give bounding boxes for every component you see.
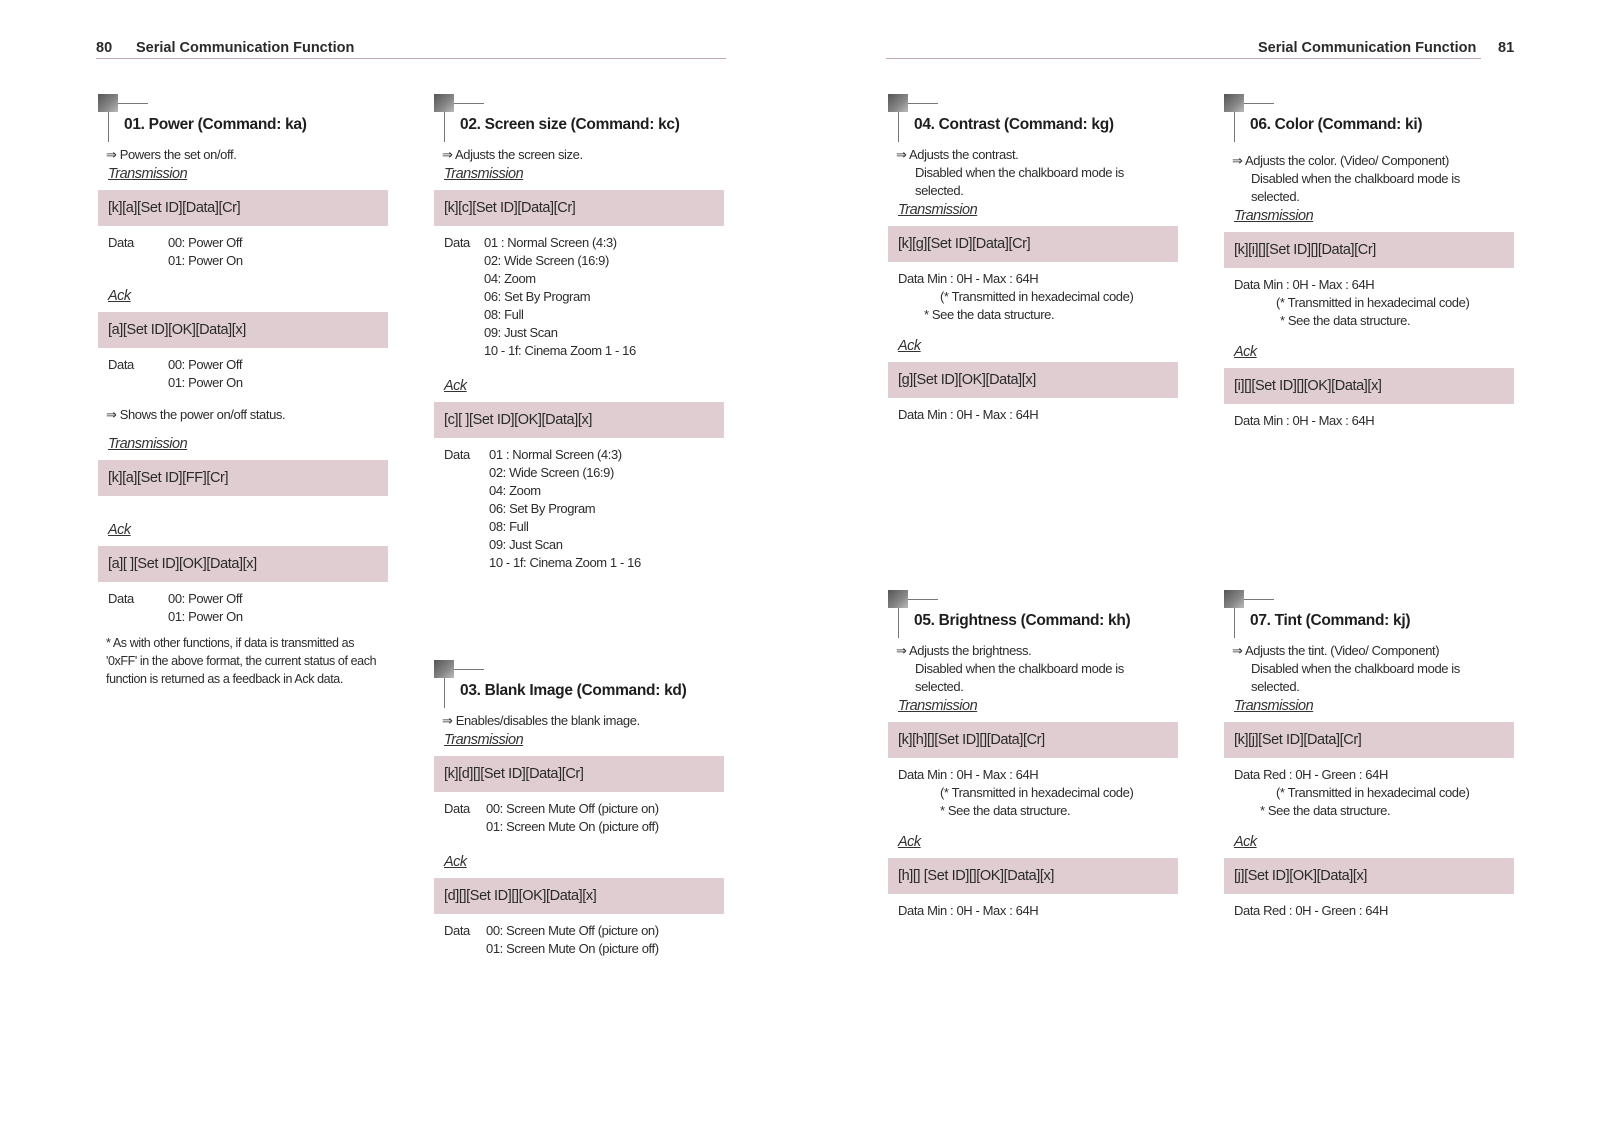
section-power bbox=[98, 94, 388, 688]
transmission-label: Transmission bbox=[444, 166, 524, 182]
left-running-title: Serial Communication Function bbox=[136, 40, 355, 56]
transmission-label: Transmission bbox=[1234, 698, 1314, 714]
section-heading bbox=[98, 94, 388, 142]
ack-label: Ack bbox=[898, 338, 921, 354]
description: ⇒ Adjusts the brightness. Disabled when the chalkboard mode is selected. bbox=[896, 643, 1124, 694]
footnote: * As with other functions, if data is transmitted as '0xFF' in the above format, the current status of each function is returned as a feedback in Ack data. bbox=[106, 636, 377, 686]
data-note: * See the data structure. bbox=[924, 307, 1055, 322]
section-tint bbox=[1224, 590, 1514, 920]
description: ⇒ Powers the set on/off. bbox=[106, 147, 237, 162]
data-values bbox=[444, 234, 724, 360]
transmission-label: Transmission bbox=[444, 732, 524, 748]
ack-data-range: Data Red : 0H - Green : 64H bbox=[1234, 903, 1388, 918]
ack-command: [d][][Set ID][][OK][Data][x] bbox=[434, 878, 724, 914]
data-value: 01 : Normal Screen (4:3) bbox=[484, 235, 617, 250]
data-note: (* Transmitted in hexadecimal code) bbox=[1276, 785, 1470, 800]
ack-command: [a][ ][Set ID][OK][Data][x] bbox=[98, 546, 388, 582]
section-heading bbox=[888, 590, 1178, 638]
transmission-command: [k][j][Set ID][Data][Cr] bbox=[1224, 722, 1514, 758]
data-value: 10 - 1f: Cinema Zoom 1 - 16 bbox=[484, 343, 636, 358]
data-value: 00: Screen Mute Off (picture on) bbox=[486, 923, 659, 938]
section-title: 07. Tint (Command: kj) bbox=[1250, 612, 1411, 629]
description: ⇒ Adjusts the contrast. Disabled when the chalkboard mode is selected. bbox=[896, 147, 1124, 198]
section-brightness bbox=[888, 590, 1178, 920]
data-value: 09: Just Scan bbox=[484, 325, 558, 340]
section-screen-size bbox=[434, 94, 724, 572]
data-value: 01 : Normal Screen (4:3) bbox=[489, 447, 622, 462]
data-value: 10 - 1f: Cinema Zoom 1 - 16 bbox=[489, 555, 641, 570]
section-contrast bbox=[888, 94, 1178, 424]
right-running-title: Serial Communication Function bbox=[1258, 40, 1477, 56]
description: ⇒ Adjusts the tint. (Video/ Component) Disabled when the chalkboard mode is selected. bbox=[1232, 643, 1460, 694]
section-color bbox=[1224, 94, 1514, 430]
section-marker-icon bbox=[434, 94, 454, 112]
description: ⇒ Shows the power on/off status. bbox=[106, 407, 286, 422]
data-note: (* Transmitted in hexadecimal code) bbox=[1276, 295, 1470, 310]
section-title: 01. Power (Command: ka) bbox=[124, 116, 307, 133]
section-title: 04. Contrast (Command: kg) bbox=[914, 116, 1114, 133]
transmission-command: [k][i][][Set ID][][Data][Cr] bbox=[1224, 232, 1514, 268]
data-key: Data bbox=[108, 357, 134, 372]
data-value: 08: Full bbox=[484, 307, 524, 322]
section-marker-icon bbox=[888, 590, 908, 608]
section-title: 03. Blank Image (Command: kd) bbox=[460, 682, 687, 699]
data-range: Data Red : 0H - Green : 64H bbox=[1234, 767, 1388, 782]
section-heading bbox=[1224, 94, 1514, 142]
data-value: 01: Screen Mute On (picture off) bbox=[486, 941, 659, 956]
right-page-number: 81 bbox=[1498, 40, 1515, 56]
data-values bbox=[108, 356, 388, 392]
ack-label: Ack bbox=[444, 378, 467, 394]
data-value: 08: Full bbox=[489, 519, 529, 534]
data-note: * See the data structure. bbox=[1260, 803, 1391, 818]
section-title: 05. Brightness (Command: kh) bbox=[914, 612, 1131, 629]
description: ⇒ Adjusts the color. (Video/ Component) Disabled when the chalkboard mode is selected. bbox=[1232, 153, 1460, 204]
right-header-rule bbox=[886, 58, 1481, 59]
section-marker-icon bbox=[888, 94, 908, 112]
data-note: (* Transmitted in hexadecimal code) bbox=[940, 289, 1134, 304]
section-heading bbox=[1224, 590, 1514, 638]
section-heading bbox=[434, 660, 724, 708]
data-values bbox=[444, 446, 724, 572]
data-value: 02: Wide Screen (16:9) bbox=[489, 465, 614, 480]
transmission-command: [k][h][][Set ID][][Data][Cr] bbox=[888, 722, 1178, 758]
data-value: 01: Screen Mute On (picture off) bbox=[486, 819, 659, 834]
transmission-command: [k][d][][Set ID][Data][Cr] bbox=[434, 756, 724, 792]
ack-label: Ack bbox=[1234, 344, 1257, 360]
transmission-command: [k][a][Set ID][Data][Cr] bbox=[98, 190, 388, 226]
data-key: Data bbox=[444, 923, 470, 938]
data-value: 04: Zoom bbox=[489, 483, 541, 498]
data-values bbox=[108, 234, 388, 270]
ack-label: Ack bbox=[1234, 834, 1257, 850]
ack-command: [j][Set ID][OK][Data][x] bbox=[1224, 858, 1514, 894]
data-values bbox=[444, 922, 724, 958]
transmission-label: Transmission bbox=[108, 436, 188, 452]
data-value: 01: Power On bbox=[168, 609, 243, 624]
data-note: * See the data structure. bbox=[940, 803, 1071, 818]
data-value: 01: Power On bbox=[168, 375, 243, 390]
data-value: 00: Power Off bbox=[168, 591, 243, 606]
ack-command: [c][ ][Set ID][OK][Data][x] bbox=[434, 402, 724, 438]
description: ⇒ Enables/disables the blank image. bbox=[442, 713, 640, 728]
ack-command: [h][] [Set ID][][OK][Data][x] bbox=[888, 858, 1178, 894]
data-value: 00: Screen Mute Off (picture on) bbox=[486, 801, 659, 816]
left-header-rule bbox=[96, 58, 726, 59]
section-marker-icon bbox=[98, 94, 118, 112]
data-range: Data Min : 0H - Max : 64H bbox=[898, 271, 1039, 286]
section-marker-icon bbox=[1224, 94, 1244, 112]
section-title: 06. Color (Command: ki) bbox=[1250, 116, 1423, 133]
data-value: 04: Zoom bbox=[484, 271, 536, 286]
ack-command: [a][Set ID][OK][Data][x] bbox=[98, 312, 388, 348]
data-key: Data bbox=[108, 235, 134, 250]
transmission-label: Transmission bbox=[898, 698, 978, 714]
data-values bbox=[108, 590, 388, 626]
data-values bbox=[444, 800, 724, 836]
data-value: 00: Power Off bbox=[168, 235, 243, 250]
data-range: Data Min : 0H - Max : 64H bbox=[1234, 277, 1375, 292]
ack-label: Ack bbox=[898, 834, 921, 850]
left-page-number: 80 bbox=[96, 40, 113, 56]
data-key: Data bbox=[444, 235, 470, 250]
transmission-label: Transmission bbox=[108, 166, 188, 182]
data-note: * See the data structure. bbox=[1280, 313, 1411, 328]
ack-label: Ack bbox=[108, 522, 131, 538]
data-note: (* Transmitted in hexadecimal code) bbox=[940, 785, 1134, 800]
section-marker-icon bbox=[434, 660, 454, 678]
section-heading bbox=[888, 94, 1178, 142]
section-title: 02. Screen size (Command: kc) bbox=[460, 116, 680, 133]
transmission-command: [k][a][Set ID][FF][Cr] bbox=[98, 460, 388, 496]
data-key: Data bbox=[444, 447, 470, 462]
ack-data-range: Data Min : 0H - Max : 64H bbox=[1234, 413, 1375, 428]
data-key: Data bbox=[444, 801, 470, 816]
section-blank-image bbox=[434, 660, 724, 958]
transmission-command: [k][g][Set ID][Data][Cr] bbox=[888, 226, 1178, 262]
section-heading bbox=[434, 94, 724, 142]
transmission-label: Transmission bbox=[898, 202, 978, 218]
ack-data-range: Data Min : 0H - Max : 64H bbox=[898, 407, 1039, 422]
data-value: 06: Set By Program bbox=[489, 501, 596, 516]
ack-label: Ack bbox=[108, 288, 131, 304]
ack-command: [g][Set ID][OK][Data][x] bbox=[888, 362, 1178, 398]
description: ⇒ Adjusts the screen size. bbox=[442, 147, 583, 162]
data-value: 01: Power On bbox=[168, 253, 243, 268]
transmission-label: Transmission bbox=[1234, 208, 1314, 224]
ack-label: Ack bbox=[444, 854, 467, 870]
data-value: 06: Set By Program bbox=[484, 289, 591, 304]
section-marker-icon bbox=[1224, 590, 1244, 608]
data-value: 09: Just Scan bbox=[489, 537, 563, 552]
ack-data-range: Data Min : 0H - Max : 64H bbox=[898, 903, 1039, 918]
data-key: Data bbox=[108, 591, 134, 606]
ack-command: [i][][Set ID][][OK][Data][x] bbox=[1224, 368, 1514, 404]
transmission-command: [k][c][Set ID][Data][Cr] bbox=[434, 190, 724, 226]
data-value: 00: Power Off bbox=[168, 357, 243, 372]
data-value: 02: Wide Screen (16:9) bbox=[484, 253, 609, 268]
data-range: Data Min : 0H - Max : 64H bbox=[898, 767, 1039, 782]
